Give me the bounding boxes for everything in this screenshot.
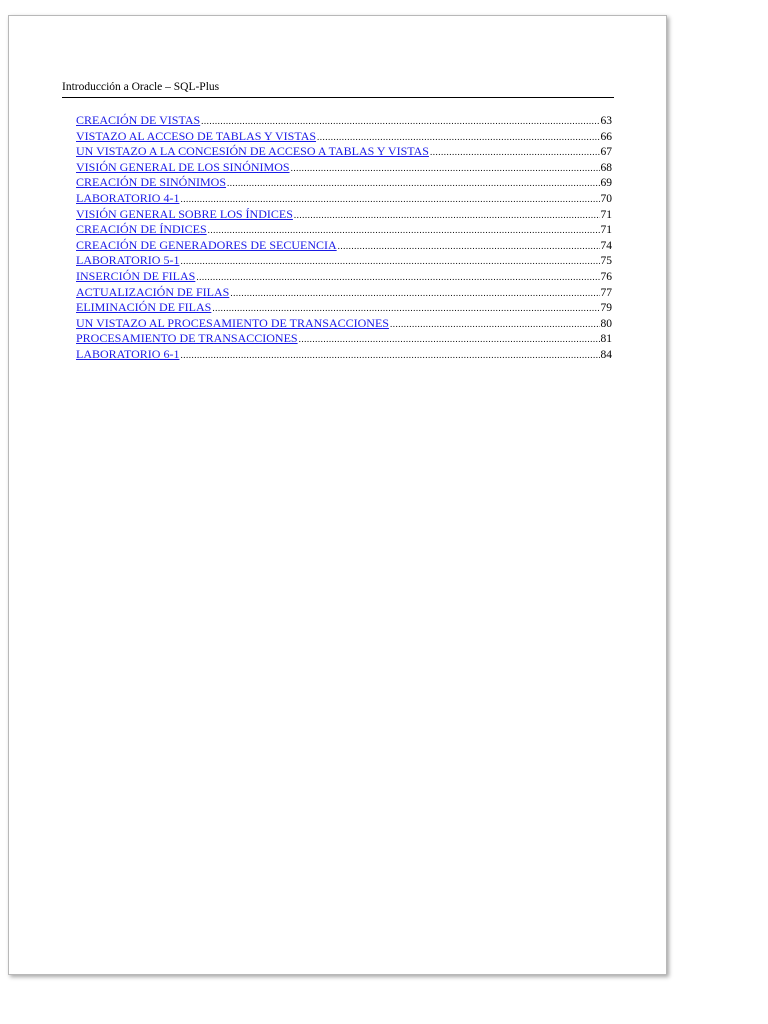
toc-leader (338, 239, 600, 254)
toc-leader (299, 332, 600, 347)
toc-leader (317, 130, 599, 145)
toc-entry (76, 144, 612, 160)
toc-page-number: 75 (600, 255, 612, 268)
toc-leader (201, 114, 599, 129)
toc-entry (76, 160, 612, 176)
toc-leader (180, 192, 599, 207)
toc-page-number: 76 (600, 270, 612, 283)
toc-page-number: 67 (600, 146, 612, 159)
toc-page-number: 63 (600, 115, 612, 127)
toc-link[interactable]: PROCESAMIENTO DE TRANSACCIONES (76, 331, 298, 346)
toc-leader (180, 348, 599, 363)
toc-entry (76, 129, 612, 145)
toc-entry (76, 347, 612, 363)
toc-page-number: 79 (600, 302, 612, 315)
toc-page-number: 77 (600, 286, 612, 299)
toc-link[interactable]: VISIÓN GENERAL SOBRE LOS ÍNDICES (76, 206, 293, 221)
toc-link[interactable]: CREACIÓN DE GENERADORES DE SECUENCIA (76, 237, 337, 252)
toc-link[interactable]: CREACIÓN DE VISTAS (76, 113, 201, 127)
toc-entry (76, 253, 612, 269)
toc-link[interactable]: VISIÓN GENERAL DE LOS SINÓNIMOS (76, 159, 290, 174)
toc-entry (76, 113, 612, 129)
toc-link[interactable]: LABORATORIO 4-1 (76, 190, 180, 205)
toc-page-number: 68 (600, 161, 612, 174)
toc-entry (76, 285, 612, 301)
toc-leader (294, 208, 600, 223)
toc-link[interactable]: LABORATORIO 5-1 (76, 253, 180, 268)
toc-entry (76, 300, 612, 316)
document-page (8, 15, 667, 975)
toc-link[interactable]: CREACIÓN DE ÍNDICES (76, 222, 207, 237)
toc-link[interactable]: INSERCIÓN DE FILAS (76, 268, 196, 283)
toc-page-number: 71 (600, 224, 612, 237)
toc-page-number: 84 (600, 348, 612, 361)
toc-entry (76, 191, 612, 207)
toc-leader (227, 176, 599, 191)
toc-leader (180, 254, 599, 269)
toc-page-number: 71 (600, 208, 612, 221)
toc-leader (390, 317, 600, 332)
table-of-contents (76, 113, 612, 363)
toc-page-number: 69 (600, 177, 612, 190)
toc-entry (76, 175, 612, 191)
toc-link[interactable]: LABORATORIO 6-1 (76, 346, 180, 361)
toc-entry (76, 222, 612, 238)
toc-link[interactable]: VISTAZO AL ACCESO DE TABLAS Y VISTAS (76, 128, 317, 143)
toc-page-number: 70 (600, 192, 612, 205)
toc-entry (76, 269, 612, 285)
toc-leader (212, 301, 599, 316)
page-header: Introducción a Oracle – SQL-Plus (62, 80, 614, 98)
toc-leader (196, 270, 599, 285)
toc-link[interactable]: CREACIÓN DE SINÓNIMOS (76, 175, 227, 190)
toc-link[interactable]: ACTUALIZACIÓN DE FILAS (76, 284, 230, 299)
toc-page-number: 80 (600, 317, 612, 330)
toc-entry (76, 207, 612, 223)
toc-link[interactable]: ELIMINACIÓN DE FILAS (76, 300, 212, 315)
toc-entry (76, 316, 612, 332)
toc-leader (230, 286, 599, 301)
toc-entry (76, 238, 612, 254)
toc-link[interactable]: UN VISTAZO AL PROCESAMIENTO DE TRANSACCIONES (76, 315, 389, 330)
toc-page-number: 66 (600, 130, 612, 143)
toc-page-number: 74 (600, 239, 612, 252)
toc-link[interactable]: UN VISTAZO A LA CONCESIÓN DE ACCESO A TABLAS Y VISTAS (76, 144, 429, 159)
toc-entry (76, 331, 612, 347)
toc-leader (291, 161, 600, 176)
toc-page-number: 81 (600, 333, 612, 346)
toc-leader (430, 145, 600, 160)
toc-leader (208, 223, 600, 238)
